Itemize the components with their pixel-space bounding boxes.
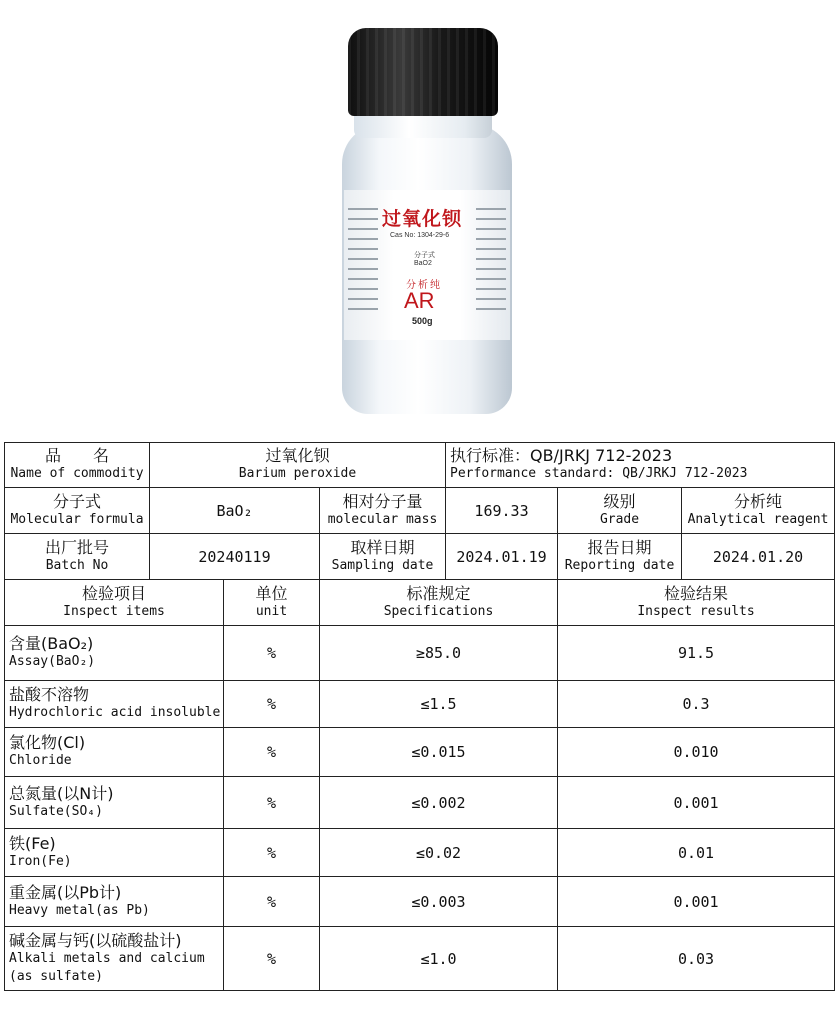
product-photo	[300, 12, 540, 422]
header-row-dates	[5, 534, 835, 580]
item-en: Assay(BaO₂)	[9, 654, 96, 669]
grade-value-zh: 分析纯	[734, 491, 783, 511]
batch-label-zh: 出厂批号	[44, 537, 109, 557]
label-grade-code: AR	[404, 288, 435, 313]
col-spec-zh: 标准规定	[406, 583, 471, 603]
unit-cell	[224, 626, 320, 681]
result-cell	[558, 777, 835, 829]
item-zh: 总氮量(以N计)	[9, 783, 114, 803]
batch-value: 20240119	[198, 547, 271, 566]
unit: %	[266, 949, 277, 968]
sampling-label-en: Sampling date	[331, 557, 434, 573]
label-weight: 500g	[412, 316, 433, 326]
sampling-value: 2024.01.19	[456, 547, 547, 566]
result-cell	[558, 681, 835, 728]
unit: %	[266, 843, 277, 862]
report-label-en: Reporting date	[564, 557, 675, 573]
item-en: Iron(Fe)	[9, 853, 72, 869]
unit: %	[266, 695, 277, 713]
spec-cell	[320, 877, 558, 927]
spec-cell	[320, 681, 558, 728]
formula-value-cell	[150, 488, 320, 534]
spec: ≤1.0	[420, 949, 457, 968]
result: 0.3	[682, 695, 710, 713]
batch-label-en: Batch No	[45, 557, 109, 573]
sampling-label-zh: 取样日期	[350, 537, 415, 557]
item-cell	[5, 626, 224, 681]
item-cell	[5, 877, 224, 927]
result-cell	[558, 626, 835, 681]
grade-label-cell	[558, 488, 682, 534]
report-value: 2024.01.20	[712, 547, 804, 566]
bottle-cap	[348, 28, 498, 116]
col-unit-en: unit	[255, 603, 288, 619]
col-spec-en: Specifications	[383, 603, 494, 619]
spec: ≤0.015	[411, 743, 466, 761]
spec-cell	[320, 728, 558, 777]
bottle-label	[344, 190, 510, 340]
standard-cell	[446, 443, 835, 488]
item-en: Alkali metals and calcium	[9, 950, 205, 966]
label-product-name: 过氧化钡	[382, 208, 463, 230]
table-row	[5, 829, 835, 877]
item-en: Heavy metal(as Pb)	[9, 902, 150, 918]
result: 0.01	[677, 843, 715, 862]
result: 91.5	[677, 644, 715, 662]
item-en-line2: (as sulfate)	[9, 968, 103, 984]
result: 0.001	[673, 892, 719, 911]
item-cell	[5, 728, 224, 777]
col-result-zh: 检验结果	[664, 583, 729, 603]
product-name-zh: 过氧化钡	[265, 446, 330, 465]
item-cell	[5, 927, 224, 991]
report-value-cell	[682, 534, 835, 580]
product-name-cell	[150, 443, 446, 488]
unit-cell	[224, 829, 320, 877]
table-row	[5, 877, 835, 927]
spec-cell	[320, 777, 558, 829]
table-row	[5, 681, 835, 728]
standard-zh: 执行标准：QB/JRKJ 712-2023	[450, 446, 673, 465]
item-cell	[5, 777, 224, 829]
unit: %	[266, 743, 277, 761]
name-label-en: Name of commodity	[10, 466, 144, 481]
header-row-formula	[5, 488, 835, 534]
spec: ≤1.5	[420, 695, 457, 713]
header-row-name	[5, 443, 835, 488]
name-label-zh: 品 名	[44, 446, 109, 465]
mass-label-zh: 相对分子量	[342, 491, 423, 511]
column-header-row	[5, 580, 835, 626]
table-row	[5, 927, 835, 991]
mass-label-en: molecular mass	[327, 511, 438, 527]
item-zh: 盐酸不溶物	[9, 685, 90, 704]
table-row	[5, 728, 835, 777]
spec-cell	[320, 626, 558, 681]
item-zh: 铁(Fe)	[9, 833, 56, 853]
formula-value: BaO₂	[216, 501, 253, 520]
batch-value-cell	[150, 534, 320, 580]
item-en: Sulfate(SO₄)	[9, 803, 103, 819]
result: 0.001	[673, 793, 719, 812]
result-cell	[558, 877, 835, 927]
col-item-en: Inspect items	[63, 603, 165, 619]
spec: ≤0.002	[411, 793, 466, 812]
result: 0.03	[677, 949, 715, 968]
formula-label-en: Molecular formula	[10, 511, 144, 527]
formula-label-zh: 分子式	[52, 491, 101, 511]
spec: ≥85.0	[415, 644, 462, 662]
col-item-zh: 检验项目	[81, 583, 146, 603]
label-side-text-right	[474, 200, 508, 330]
unit: %	[266, 892, 277, 911]
standard-en: Performance standard: QB/JRKJ 712-2023	[450, 466, 748, 481]
label-formula-heading: 分子式	[414, 251, 435, 259]
spec-cell	[320, 829, 558, 877]
table-row	[5, 626, 835, 681]
label-side-text-left	[346, 200, 380, 330]
spec-cell	[320, 927, 558, 991]
unit-cell	[224, 777, 320, 829]
label-formula: BaO2	[414, 260, 432, 267]
item-en: Hydrochloric acid insoluble	[9, 705, 221, 720]
unit-cell	[224, 728, 320, 777]
mass-value-cell	[446, 488, 558, 534]
batch-label-cell	[5, 534, 150, 580]
col-item-header	[5, 580, 224, 626]
name-label-cell	[5, 443, 150, 488]
label-cas-number: Cas No: 1304-29-6	[390, 232, 450, 239]
result: 0.010	[673, 743, 719, 761]
grade-value-en: Analytical reagent	[687, 511, 829, 527]
item-en: Chloride	[9, 753, 72, 768]
col-unit-header	[224, 580, 320, 626]
report-label-zh: 报告日期	[587, 537, 652, 557]
result-cell	[558, 927, 835, 991]
item-zh: 氯化物(Cl)	[9, 733, 86, 752]
col-spec-header	[320, 580, 558, 626]
report-label-cell	[558, 534, 682, 580]
unit-cell	[224, 877, 320, 927]
mass-value: 169.33	[474, 501, 529, 520]
spec: ≤0.02	[415, 843, 462, 862]
col-result-header	[558, 580, 835, 626]
item-cell	[5, 681, 224, 728]
sampling-label-cell	[320, 534, 446, 580]
result-cell	[558, 829, 835, 877]
inspection-report-table	[4, 442, 835, 991]
unit-cell	[224, 927, 320, 991]
sampling-value-cell	[446, 534, 558, 580]
mass-label-cell	[320, 488, 446, 534]
result-cell	[558, 728, 835, 777]
formula-label-cell	[5, 488, 150, 534]
col-unit-zh: 单位	[255, 583, 288, 603]
item-zh: 碱金属与钙(以硫酸盐计)	[9, 930, 182, 950]
spec: ≤0.003	[411, 892, 466, 911]
label-grade: 分析纯	[406, 280, 442, 291]
item-zh: 含量(BaO₂)	[9, 634, 94, 653]
grade-value-cell	[682, 488, 835, 534]
unit: %	[266, 644, 277, 662]
grade-label-zh: 级别	[603, 491, 636, 511]
table-row	[5, 777, 835, 829]
item-cell	[5, 829, 224, 877]
item-zh: 重金属(以Pb计)	[9, 882, 122, 902]
product-name-en: Barium peroxide	[238, 466, 357, 481]
unit-cell	[224, 681, 320, 728]
unit: %	[266, 793, 277, 812]
grade-label-en: Grade	[599, 511, 640, 527]
col-result-en: Inspect results	[637, 603, 755, 619]
